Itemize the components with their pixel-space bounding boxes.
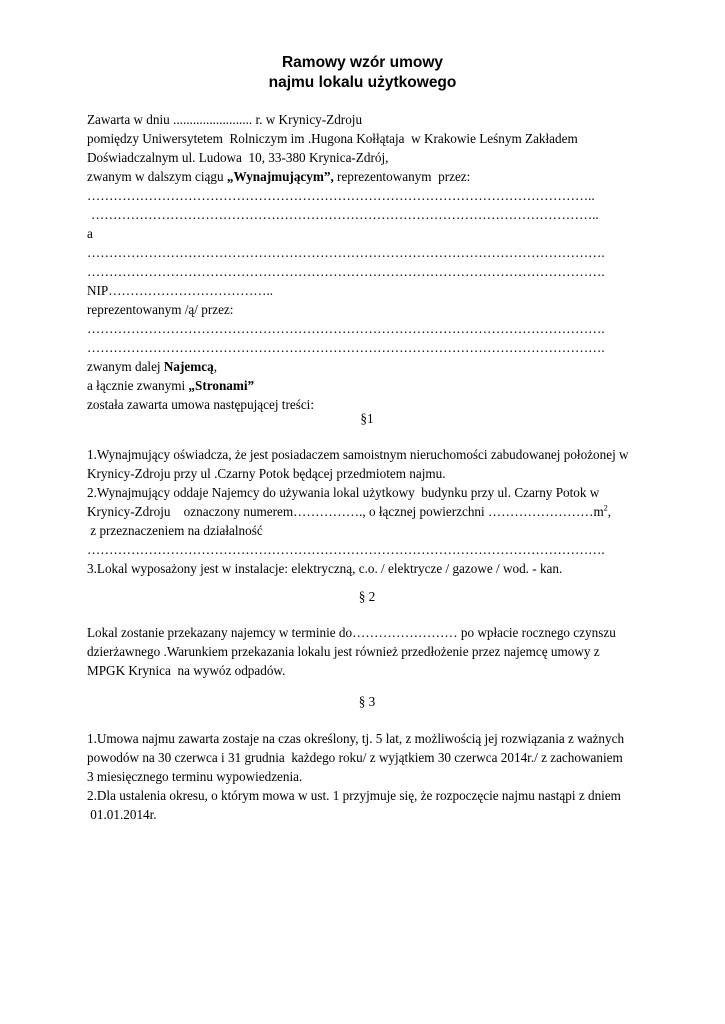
blank-line: ……………………………………………………………………………………………………….: [87, 321, 605, 336]
conjunction-a: a: [87, 226, 93, 241]
blank-line: ……………………………………………………………………………………………………….: [87, 264, 605, 279]
section-1: [87, 445, 647, 578]
contents-intro-line: została zawarta umowa następującej treści:: [87, 397, 315, 412]
date-place-line: Zawarta w dniu ........................ r. w Krynicy-Zdroju: [87, 112, 363, 127]
s1-paragraph-line: 3.Lokal wyposażony jest w instalacje: elektryczną, c.o. / elektrycze / gazowe / wod. - kan.: [87, 561, 563, 576]
section-1-heading: §1: [360, 411, 374, 426]
s2-paragraph-line: Lokal zostanie przekazany najemcy w terminie do…………………… po wpłacie rocznego czynszu: [87, 625, 616, 640]
s2-paragraph-line: MPGK Krynica na wywóz odpadów.: [87, 663, 286, 678]
s1-paragraph-line: 1.Wynajmujący oświadcza, że jest posiadaczem samoistnym nieruchomości zabudowanej położonej w: [87, 447, 629, 462]
lessee-line: [87, 357, 647, 376]
parties-term: „Stronami”: [188, 378, 255, 393]
s1-area-end: ,: [607, 504, 612, 519]
s1-area-text: Krynicy-Zdroju oznaczony numerem……………., o łącznej powierzchni ……………………m: [87, 504, 604, 519]
s1-paragraph-line: [87, 502, 647, 521]
blank-line: ……………………………………………………………………………………………………..: [87, 188, 595, 203]
document-title-line2: najmu lokalu użytkowego: [268, 74, 457, 91]
blank-line: ……………………………………………………………………………………………………….: [87, 340, 605, 355]
lessee-suffix: ,: [213, 359, 217, 374]
s3-paragraph-line: powodów na 30 czerwca i 31 grudnia każdego roku/ z wyjątkiem 30 czerwca 2014r./ z zachowaniem: [87, 750, 623, 765]
section-3-heading: § 3: [358, 694, 376, 709]
section-2-heading: § 2: [358, 589, 376, 604]
s3-paragraph-line: 01.01.2014r.: [87, 807, 157, 822]
section-3: [87, 729, 647, 824]
representative-line: reprezentowanym /ą/ przez:: [87, 302, 234, 317]
parties-prefix: a łącznie zwanymi: [87, 378, 189, 393]
s3-paragraph-line: 3 miesięcznego terminu wypowiedzenia.: [87, 769, 303, 784]
address-line: Doświadczalnym ul. Ludowa 10, 33-380 Krynica-Zdrój,: [87, 150, 389, 165]
lessor-prefix: zwanym w dalszym ciągu: [87, 169, 227, 184]
s3-paragraph-line: 1.Umowa najmu zawarta zostaje na czas określony, tj. 5 lat, z możliwością jej rozwiązania z ważnych: [87, 731, 625, 746]
section-2: [87, 623, 647, 680]
document-title-line1: Ramowy wzór umowy: [281, 54, 444, 71]
parties-collective-line: [87, 376, 647, 395]
s1-paragraph-line: Krynicy-Zdroju przy ul .Czarny Potok będącej przedmiotem najmu.: [87, 466, 446, 481]
blank-line: ……………………………………………………………………………………………………….: [87, 245, 605, 260]
parties-line: pomiędzy Uniwersytetem Rolniczym im .Hugona Kołłątaja w Krakowie Leśnym Zakładem: [87, 131, 578, 146]
blank-line: ……………………………………………………………………………………………………..: [91, 207, 599, 222]
nip-line: NIP………………………………..: [87, 283, 274, 298]
lessee-term: Najemcą: [163, 359, 214, 374]
blank-line: ……………………………………………………………………………………………………….: [87, 542, 605, 557]
lessor-suffix: reprezentowanym przez:: [333, 169, 471, 184]
contract-header: [87, 110, 647, 414]
lessor-line: [87, 167, 647, 186]
s1-paragraph-line: 2.Wynajmujący oddaje Najemcy do używania lokal użytkowy budynku przy ul. Czarny Potok w: [87, 485, 600, 500]
lessee-prefix: zwanym dalej: [87, 359, 164, 374]
s1-area-superscript: 2: [603, 503, 608, 513]
s1-paragraph-line: z przeznaczeniem na działalność: [87, 523, 263, 538]
lessor-term: „Wynajmującym”,: [226, 169, 334, 184]
s2-paragraph-line: dzierżawnego .Warunkiem przekazania lokalu jest również przedłożenie przez najemcę umowy z: [87, 644, 600, 659]
s3-paragraph-line: 2.Dla ustalenia okresu, o którym mowa w ust. 1 przyjmuje się, że rozpoczęcie najmu nastąpi z dniem: [87, 788, 621, 803]
